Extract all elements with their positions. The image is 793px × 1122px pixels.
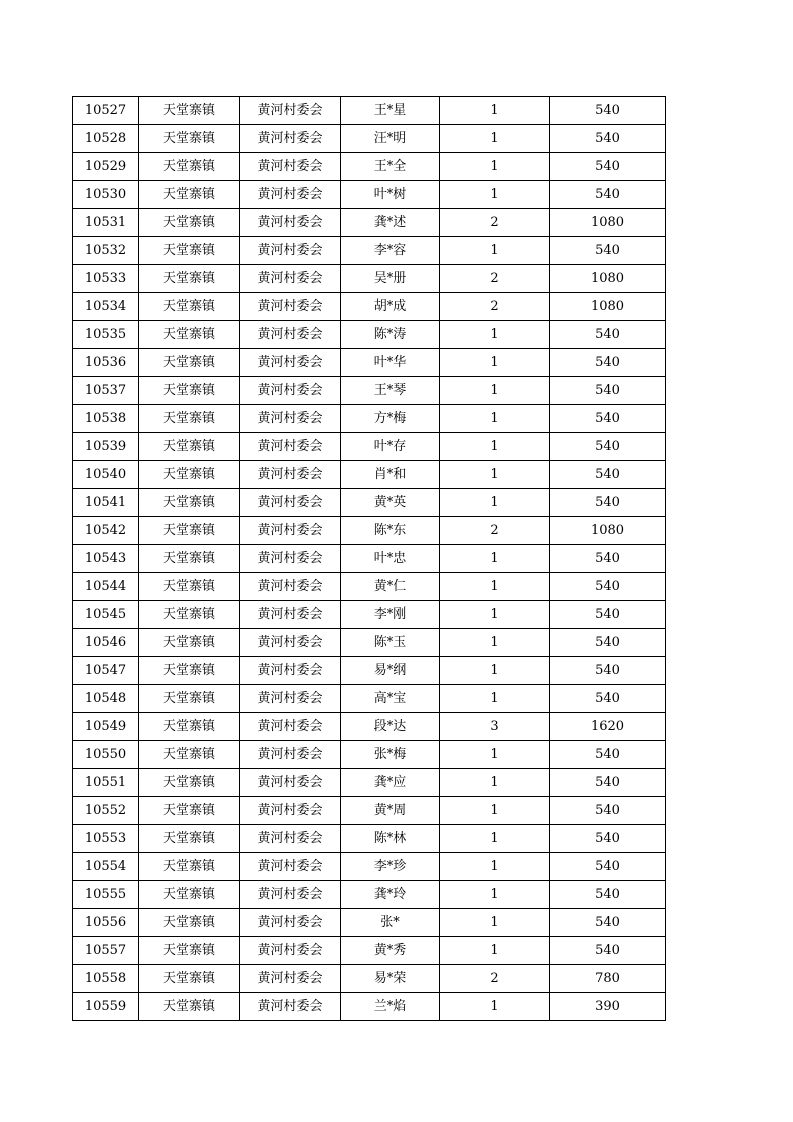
row-number-cell: 10545 (73, 601, 139, 629)
table-row (73, 769, 666, 797)
town-cell: 天堂寨镇 (139, 713, 240, 741)
table-row (73, 125, 666, 153)
table-row (73, 825, 666, 853)
table-row (73, 153, 666, 181)
count-cell: 1 (440, 937, 550, 965)
count-cell: 1 (440, 321, 550, 349)
town-cell: 天堂寨镇 (139, 125, 240, 153)
amount-cell: 540 (550, 405, 666, 433)
town-cell: 天堂寨镇 (139, 517, 240, 545)
row-number-cell: 10527 (73, 97, 139, 125)
town-cell: 天堂寨镇 (139, 825, 240, 853)
village-cell: 黄河村委会 (240, 181, 341, 209)
village-cell: 黄河村委会 (240, 517, 341, 545)
amount-cell: 540 (550, 657, 666, 685)
name-cell: 汪*明 (341, 125, 440, 153)
count-cell: 1 (440, 181, 550, 209)
amount-cell: 540 (550, 685, 666, 713)
count-cell: 1 (440, 237, 550, 265)
amount-cell: 540 (550, 881, 666, 909)
table-row (73, 629, 666, 657)
village-cell: 黄河村委会 (240, 209, 341, 237)
village-cell: 黄河村委会 (240, 629, 341, 657)
town-cell: 天堂寨镇 (139, 153, 240, 181)
amount-cell: 540 (550, 741, 666, 769)
village-cell: 黄河村委会 (240, 433, 341, 461)
row-number-cell: 10530 (73, 181, 139, 209)
village-cell: 黄河村委会 (240, 545, 341, 573)
row-number-cell: 10535 (73, 321, 139, 349)
table-row (73, 209, 666, 237)
row-number-cell: 10538 (73, 405, 139, 433)
amount-cell: 540 (550, 153, 666, 181)
village-cell: 黄河村委会 (240, 713, 341, 741)
count-cell: 1 (440, 825, 550, 853)
town-cell: 天堂寨镇 (139, 853, 240, 881)
count-cell: 1 (440, 377, 550, 405)
table-row (73, 517, 666, 545)
count-cell: 1 (440, 545, 550, 573)
name-cell: 叶*华 (341, 349, 440, 377)
table-row (73, 461, 666, 489)
count-cell: 1 (440, 657, 550, 685)
town-cell: 天堂寨镇 (139, 489, 240, 517)
amount-cell: 540 (550, 769, 666, 797)
row-number-cell: 10549 (73, 713, 139, 741)
village-cell: 黄河村委会 (240, 489, 341, 517)
village-cell: 黄河村委会 (240, 125, 341, 153)
count-cell: 2 (440, 209, 550, 237)
row-number-cell: 10541 (73, 489, 139, 517)
amount-cell: 540 (550, 629, 666, 657)
table-row (73, 741, 666, 769)
amount-cell: 540 (550, 461, 666, 489)
count-cell: 2 (440, 517, 550, 545)
table-row (73, 713, 666, 741)
town-cell: 天堂寨镇 (139, 741, 240, 769)
row-number-cell: 10552 (73, 797, 139, 825)
name-cell: 陈*东 (341, 517, 440, 545)
town-cell: 天堂寨镇 (139, 685, 240, 713)
name-cell: 龚*述 (341, 209, 440, 237)
row-number-cell: 10533 (73, 265, 139, 293)
village-cell: 黄河村委会 (240, 349, 341, 377)
amount-cell: 1620 (550, 713, 666, 741)
name-cell: 方*梅 (341, 405, 440, 433)
table-row (73, 965, 666, 993)
count-cell: 1 (440, 629, 550, 657)
name-cell: 黄*秀 (341, 937, 440, 965)
name-cell: 黄*仁 (341, 573, 440, 601)
village-cell: 黄河村委会 (240, 685, 341, 713)
amount-cell: 540 (550, 601, 666, 629)
amount-cell: 540 (550, 433, 666, 461)
row-number-cell: 10554 (73, 853, 139, 881)
name-cell: 张*梅 (341, 741, 440, 769)
village-cell: 黄河村委会 (240, 797, 341, 825)
row-number-cell: 10542 (73, 517, 139, 545)
count-cell: 1 (440, 97, 550, 125)
table-row (73, 545, 666, 573)
village-cell: 黄河村委会 (240, 153, 341, 181)
village-cell: 黄河村委会 (240, 937, 341, 965)
amount-cell: 1080 (550, 293, 666, 321)
table-body (73, 97, 666, 1021)
village-cell: 黄河村委会 (240, 601, 341, 629)
count-cell: 1 (440, 881, 550, 909)
count-cell: 1 (440, 153, 550, 181)
name-cell: 叶*忠 (341, 545, 440, 573)
count-cell: 1 (440, 349, 550, 377)
village-cell: 黄河村委会 (240, 657, 341, 685)
village-cell: 黄河村委会 (240, 769, 341, 797)
amount-cell: 540 (550, 545, 666, 573)
row-number-cell: 10534 (73, 293, 139, 321)
name-cell: 陈*涛 (341, 321, 440, 349)
village-cell: 黄河村委会 (240, 993, 341, 1021)
table-row (73, 405, 666, 433)
name-cell: 李*珍 (341, 853, 440, 881)
name-cell: 兰*焰 (341, 993, 440, 1021)
village-cell: 黄河村委会 (240, 265, 341, 293)
row-number-cell: 10540 (73, 461, 139, 489)
name-cell: 高*宝 (341, 685, 440, 713)
name-cell: 黄*英 (341, 489, 440, 517)
name-cell: 王*全 (341, 153, 440, 181)
town-cell: 天堂寨镇 (139, 629, 240, 657)
table-row (73, 293, 666, 321)
village-cell: 黄河村委会 (240, 237, 341, 265)
row-number-cell: 10531 (73, 209, 139, 237)
town-cell: 天堂寨镇 (139, 965, 240, 993)
table-row (73, 601, 666, 629)
row-number-cell: 10558 (73, 965, 139, 993)
amount-cell: 540 (550, 797, 666, 825)
town-cell: 天堂寨镇 (139, 601, 240, 629)
name-cell: 段*达 (341, 713, 440, 741)
row-number-cell: 10548 (73, 685, 139, 713)
table-row (73, 433, 666, 461)
row-number-cell: 10546 (73, 629, 139, 657)
town-cell: 天堂寨镇 (139, 97, 240, 125)
table-row (73, 937, 666, 965)
table-row (73, 265, 666, 293)
town-cell: 天堂寨镇 (139, 545, 240, 573)
amount-cell: 540 (550, 853, 666, 881)
name-cell: 叶*存 (341, 433, 440, 461)
amount-cell: 540 (550, 125, 666, 153)
amount-cell: 540 (550, 237, 666, 265)
town-cell: 天堂寨镇 (139, 265, 240, 293)
town-cell: 天堂寨镇 (139, 321, 240, 349)
name-cell: 黄*周 (341, 797, 440, 825)
town-cell: 天堂寨镇 (139, 909, 240, 937)
count-cell: 1 (440, 573, 550, 601)
name-cell: 胡*成 (341, 293, 440, 321)
count-cell: 1 (440, 769, 550, 797)
count-cell: 1 (440, 685, 550, 713)
town-cell: 天堂寨镇 (139, 797, 240, 825)
amount-cell: 540 (550, 181, 666, 209)
amount-cell: 390 (550, 993, 666, 1021)
table-row (73, 853, 666, 881)
row-number-cell: 10528 (73, 125, 139, 153)
row-number-cell: 10544 (73, 573, 139, 601)
name-cell: 陈*玉 (341, 629, 440, 657)
row-number-cell: 10557 (73, 937, 139, 965)
amount-cell: 540 (550, 489, 666, 517)
name-cell: 李*容 (341, 237, 440, 265)
name-cell: 龚*玲 (341, 881, 440, 909)
count-cell: 2 (440, 965, 550, 993)
town-cell: 天堂寨镇 (139, 377, 240, 405)
count-cell: 1 (440, 405, 550, 433)
row-number-cell: 10551 (73, 769, 139, 797)
town-cell: 天堂寨镇 (139, 433, 240, 461)
town-cell: 天堂寨镇 (139, 181, 240, 209)
count-cell: 1 (440, 741, 550, 769)
village-cell: 黄河村委会 (240, 461, 341, 489)
amount-cell: 1080 (550, 517, 666, 545)
village-cell: 黄河村委会 (240, 909, 341, 937)
name-cell: 肖*和 (341, 461, 440, 489)
amount-cell: 540 (550, 937, 666, 965)
amount-cell: 1080 (550, 209, 666, 237)
town-cell: 天堂寨镇 (139, 349, 240, 377)
count-cell: 2 (440, 265, 550, 293)
row-number-cell: 10559 (73, 993, 139, 1021)
count-cell: 1 (440, 853, 550, 881)
town-cell: 天堂寨镇 (139, 405, 240, 433)
town-cell: 天堂寨镇 (139, 769, 240, 797)
name-cell: 叶*树 (341, 181, 440, 209)
amount-cell: 780 (550, 965, 666, 993)
town-cell: 天堂寨镇 (139, 657, 240, 685)
amount-cell: 540 (550, 825, 666, 853)
data-table (72, 96, 666, 1021)
table-row (73, 685, 666, 713)
village-cell: 黄河村委会 (240, 741, 341, 769)
table-row (73, 881, 666, 909)
count-cell: 1 (440, 489, 550, 517)
table-row (73, 909, 666, 937)
row-number-cell: 10553 (73, 825, 139, 853)
name-cell: 龚*应 (341, 769, 440, 797)
town-cell: 天堂寨镇 (139, 209, 240, 237)
count-cell: 1 (440, 909, 550, 937)
table-row (73, 573, 666, 601)
row-number-cell: 10536 (73, 349, 139, 377)
count-cell: 1 (440, 461, 550, 489)
town-cell: 天堂寨镇 (139, 237, 240, 265)
village-cell: 黄河村委会 (240, 97, 341, 125)
row-number-cell: 10529 (73, 153, 139, 181)
row-number-cell: 10532 (73, 237, 139, 265)
table-row (73, 489, 666, 517)
amount-cell: 540 (550, 909, 666, 937)
town-cell: 天堂寨镇 (139, 293, 240, 321)
name-cell: 易*纲 (341, 657, 440, 685)
table-row (73, 237, 666, 265)
row-number-cell: 10547 (73, 657, 139, 685)
name-cell: 陈*林 (341, 825, 440, 853)
table-row (73, 181, 666, 209)
count-cell: 1 (440, 433, 550, 461)
count-cell: 1 (440, 601, 550, 629)
table-row (73, 797, 666, 825)
town-cell: 天堂寨镇 (139, 881, 240, 909)
name-cell: 李*刚 (341, 601, 440, 629)
amount-cell: 540 (550, 573, 666, 601)
count-cell: 1 (440, 797, 550, 825)
count-cell: 1 (440, 125, 550, 153)
row-number-cell: 10539 (73, 433, 139, 461)
village-cell: 黄河村委会 (240, 321, 341, 349)
amount-cell: 540 (550, 377, 666, 405)
village-cell: 黄河村委会 (240, 573, 341, 601)
count-cell: 3 (440, 713, 550, 741)
row-number-cell: 10550 (73, 741, 139, 769)
town-cell: 天堂寨镇 (139, 993, 240, 1021)
name-cell: 张* (341, 909, 440, 937)
row-number-cell: 10537 (73, 377, 139, 405)
amount-cell: 1080 (550, 265, 666, 293)
table-row (73, 657, 666, 685)
name-cell: 王*琴 (341, 377, 440, 405)
village-cell: 黄河村委会 (240, 377, 341, 405)
amount-cell: 540 (550, 97, 666, 125)
village-cell: 黄河村委会 (240, 853, 341, 881)
table-row (73, 377, 666, 405)
row-number-cell: 10543 (73, 545, 139, 573)
row-number-cell: 10556 (73, 909, 139, 937)
table-row (73, 321, 666, 349)
amount-cell: 540 (550, 321, 666, 349)
town-cell: 天堂寨镇 (139, 937, 240, 965)
row-number-cell: 10555 (73, 881, 139, 909)
count-cell: 2 (440, 293, 550, 321)
village-cell: 黄河村委会 (240, 405, 341, 433)
village-cell: 黄河村委会 (240, 881, 341, 909)
table-row (73, 97, 666, 125)
table-row (73, 993, 666, 1021)
village-cell: 黄河村委会 (240, 293, 341, 321)
amount-cell: 540 (550, 349, 666, 377)
village-cell: 黄河村委会 (240, 965, 341, 993)
town-cell: 天堂寨镇 (139, 461, 240, 489)
table-row (73, 349, 666, 377)
village-cell: 黄河村委会 (240, 825, 341, 853)
count-cell: 1 (440, 993, 550, 1021)
name-cell: 王*星 (341, 97, 440, 125)
town-cell: 天堂寨镇 (139, 573, 240, 601)
name-cell: 易*荣 (341, 965, 440, 993)
name-cell: 吴*册 (341, 265, 440, 293)
